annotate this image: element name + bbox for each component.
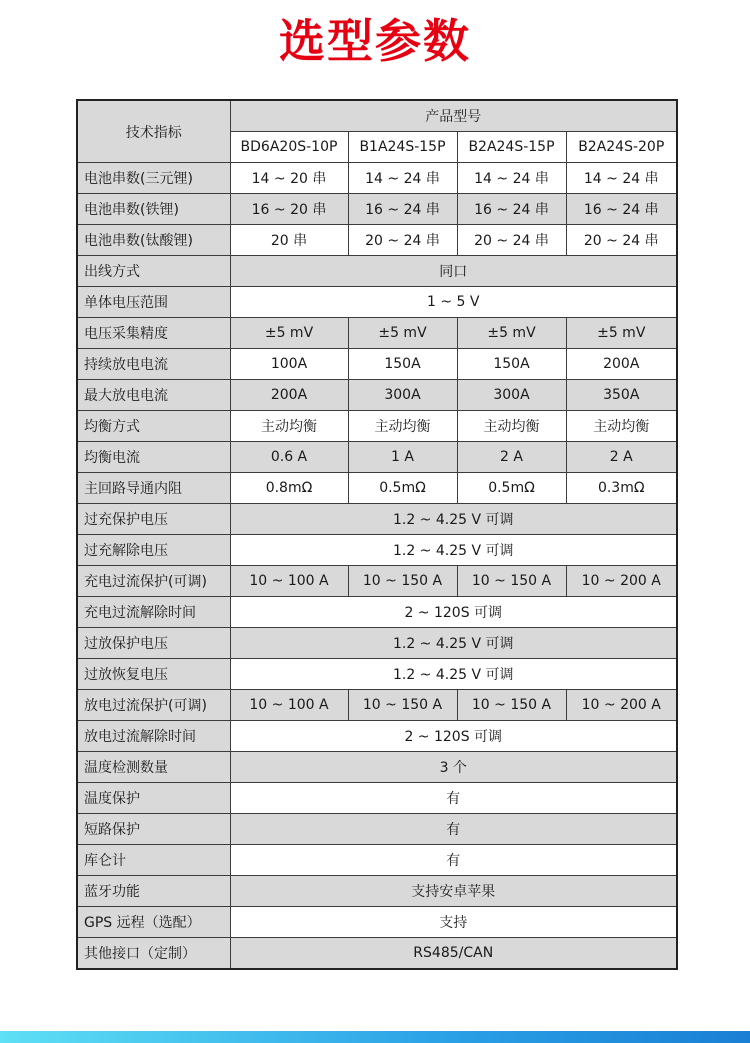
spec-header-label: 技术指标 bbox=[77, 100, 230, 163]
table-row bbox=[77, 194, 677, 225]
row-value: 20 ~ 24 串 bbox=[566, 225, 677, 256]
row-value: 1.2 ~ 4.25 V 可调 bbox=[230, 628, 677, 659]
row-label: 最大放电电流 bbox=[77, 380, 230, 411]
row-label: 均衡方式 bbox=[77, 411, 230, 442]
row-label: 出线方式 bbox=[77, 256, 230, 287]
table-row bbox=[77, 256, 677, 287]
table-row bbox=[77, 566, 677, 597]
row-value: 20 串 bbox=[230, 225, 348, 256]
bottom-decor-bar bbox=[0, 1031, 750, 1043]
table-row bbox=[77, 287, 677, 318]
row-value: 1 ~ 5 V bbox=[230, 287, 677, 318]
row-value: 350A bbox=[566, 380, 677, 411]
table-row bbox=[77, 845, 677, 876]
table-row bbox=[77, 163, 677, 194]
row-value: 16 ~ 24 串 bbox=[457, 194, 566, 225]
row-value: 1 A bbox=[348, 442, 457, 473]
row-label: 蓝牙功能 bbox=[77, 876, 230, 907]
model-header: B1A24S-15P bbox=[348, 132, 457, 163]
model-header: BD6A20S-10P bbox=[230, 132, 348, 163]
row-value: 300A bbox=[457, 380, 566, 411]
row-value: ±5 mV bbox=[230, 318, 348, 349]
table-row bbox=[77, 225, 677, 256]
row-value: 14 ~ 24 串 bbox=[566, 163, 677, 194]
row-label: 均衡电流 bbox=[77, 442, 230, 473]
table-row bbox=[77, 535, 677, 566]
row-value: 16 ~ 20 串 bbox=[230, 194, 348, 225]
row-label: 过充解除电压 bbox=[77, 535, 230, 566]
row-value: 1.2 ~ 4.25 V 可调 bbox=[230, 535, 677, 566]
table-row bbox=[77, 752, 677, 783]
row-value: 同口 bbox=[230, 256, 677, 287]
row-label: 电池串数(钛酸锂) bbox=[77, 225, 230, 256]
table-row bbox=[77, 628, 677, 659]
row-value: 200A bbox=[230, 380, 348, 411]
row-label: 充电过流保护(可调) bbox=[77, 566, 230, 597]
row-value: 10 ~ 150 A bbox=[457, 566, 566, 597]
row-value: 16 ~ 24 串 bbox=[348, 194, 457, 225]
row-value: 支持安卓苹果 bbox=[230, 876, 677, 907]
table-row bbox=[77, 473, 677, 504]
row-label: 单体电压范围 bbox=[77, 287, 230, 318]
row-value: 10 ~ 200 A bbox=[566, 690, 677, 721]
row-value: 有 bbox=[230, 845, 677, 876]
table-row bbox=[77, 938, 677, 970]
row-value: 10 ~ 100 A bbox=[230, 690, 348, 721]
table-row bbox=[77, 659, 677, 690]
table-row bbox=[77, 318, 677, 349]
row-label: GPS 远程（选配） bbox=[77, 907, 230, 938]
row-value: 主动均衡 bbox=[457, 411, 566, 442]
row-value: 0.8mΩ bbox=[230, 473, 348, 504]
row-label: 温度保护 bbox=[77, 783, 230, 814]
row-value: 14 ~ 24 串 bbox=[348, 163, 457, 194]
row-value: 150A bbox=[457, 349, 566, 380]
row-value: 0.5mΩ bbox=[348, 473, 457, 504]
table-row bbox=[77, 814, 677, 845]
row-label: 持续放电电流 bbox=[77, 349, 230, 380]
row-label: 放电过流保护(可调) bbox=[77, 690, 230, 721]
row-value: 300A bbox=[348, 380, 457, 411]
row-value: 0.5mΩ bbox=[457, 473, 566, 504]
table-row bbox=[77, 597, 677, 628]
row-value: 支持 bbox=[230, 907, 677, 938]
row-value: 有 bbox=[230, 783, 677, 814]
row-value: 主动均衡 bbox=[348, 411, 457, 442]
row-value: 100A bbox=[230, 349, 348, 380]
row-value: 150A bbox=[348, 349, 457, 380]
row-value: 主动均衡 bbox=[230, 411, 348, 442]
row-value: 10 ~ 100 A bbox=[230, 566, 348, 597]
row-value: 20 ~ 24 串 bbox=[348, 225, 457, 256]
row-label: 电池串数(铁锂) bbox=[77, 194, 230, 225]
table-row bbox=[77, 442, 677, 473]
row-value: 2 ~ 120S 可调 bbox=[230, 597, 677, 628]
row-value: 20 ~ 24 串 bbox=[457, 225, 566, 256]
row-value: ±5 mV bbox=[457, 318, 566, 349]
table-row bbox=[77, 876, 677, 907]
row-label: 放电过流解除时间 bbox=[77, 721, 230, 752]
table-row bbox=[77, 349, 677, 380]
table-row bbox=[77, 783, 677, 814]
table-row bbox=[77, 690, 677, 721]
table-row bbox=[77, 380, 677, 411]
row-label: 短路保护 bbox=[77, 814, 230, 845]
table-row bbox=[77, 411, 677, 442]
row-label: 充电过流解除时间 bbox=[77, 597, 230, 628]
row-value: 14 ~ 24 串 bbox=[457, 163, 566, 194]
row-label: 电压采集精度 bbox=[77, 318, 230, 349]
row-label: 电池串数(三元锂) bbox=[77, 163, 230, 194]
row-label: 过充保护电压 bbox=[77, 504, 230, 535]
row-value: 1.2 ~ 4.25 V 可调 bbox=[230, 659, 677, 690]
row-value: 0.6 A bbox=[230, 442, 348, 473]
row-value: 2 ~ 120S 可调 bbox=[230, 721, 677, 752]
row-value: RS485/CAN bbox=[230, 938, 677, 970]
row-value: ±5 mV bbox=[348, 318, 457, 349]
row-value: ±5 mV bbox=[566, 318, 677, 349]
row-value: 16 ~ 24 串 bbox=[566, 194, 677, 225]
row-value: 主动均衡 bbox=[566, 411, 677, 442]
row-value: 有 bbox=[230, 814, 677, 845]
row-label: 过放恢复电压 bbox=[77, 659, 230, 690]
table-row bbox=[77, 504, 677, 535]
row-value: 1.2 ~ 4.25 V 可调 bbox=[230, 504, 677, 535]
row-value: 2 A bbox=[457, 442, 566, 473]
model-header: B2A24S-15P bbox=[457, 132, 566, 163]
model-header: B2A24S-20P bbox=[566, 132, 677, 163]
row-value: 10 ~ 150 A bbox=[348, 690, 457, 721]
row-value: 3 个 bbox=[230, 752, 677, 783]
row-label: 库仑计 bbox=[77, 845, 230, 876]
row-value: 2 A bbox=[566, 442, 677, 473]
row-label: 主回路导通内阻 bbox=[77, 473, 230, 504]
page-title: 选型参数 bbox=[279, 14, 471, 68]
row-value: 10 ~ 150 A bbox=[457, 690, 566, 721]
row-value: 10 ~ 150 A bbox=[348, 566, 457, 597]
spec-table bbox=[76, 99, 678, 970]
spec-table-body bbox=[77, 163, 677, 970]
row-value: 14 ~ 20 串 bbox=[230, 163, 348, 194]
row-value: 0.3mΩ bbox=[566, 473, 677, 504]
row-label: 温度检测数量 bbox=[77, 752, 230, 783]
model-group-header: 产品型号 bbox=[230, 100, 677, 132]
row-label: 过放保护电压 bbox=[77, 628, 230, 659]
table-row bbox=[77, 907, 677, 938]
table-row bbox=[77, 721, 677, 752]
row-label: 其他接口（定制） bbox=[77, 938, 230, 970]
row-value: 10 ~ 200 A bbox=[566, 566, 677, 597]
row-value: 200A bbox=[566, 349, 677, 380]
